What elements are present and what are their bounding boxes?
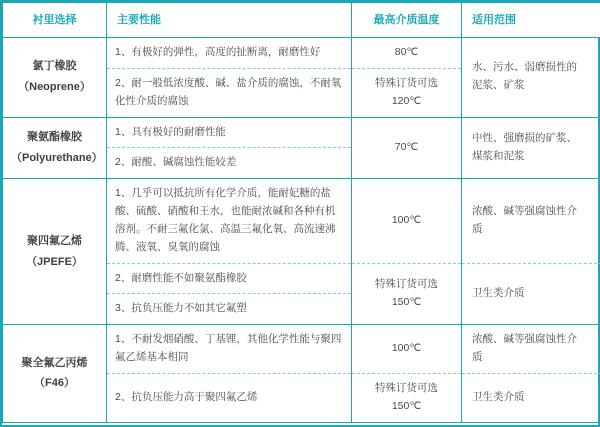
material-name-en: （Polyurethane） (11, 151, 103, 164)
temperature-cell (352, 373, 462, 422)
column-header-max-medium-temperature: 最高介质温度 (352, 3, 462, 38)
table-header (3, 3, 600, 38)
temperature-cell (352, 117, 462, 179)
property-cell: 2、抗负压能力高于聚四氟乙烯 (107, 373, 352, 422)
application-range-cell (462, 373, 600, 422)
application-range-cell (462, 38, 600, 118)
application-range-line1: 卫生类介质 (472, 287, 525, 300)
temperature-value: 100℃ (391, 342, 422, 355)
material-name-en: （F46） (34, 377, 75, 390)
material-name-en: （JPEFE） (26, 255, 83, 268)
temperature-value: 150℃ (391, 399, 422, 412)
application-range-line2: 质 (472, 351, 483, 364)
material-name-cn: 聚氨酯橡胶 (27, 130, 82, 143)
lining-selection-table (2, 2, 600, 423)
application-range-line1: 浓酸、碱等强腐蚀性介 (472, 205, 577, 218)
application-range-cell (462, 179, 600, 263)
table-row (3, 117, 600, 148)
material-cell-neoprene (3, 38, 107, 118)
application-range-cell (462, 263, 600, 325)
column-header-lining-selection: 衬里选择 (3, 3, 107, 38)
column-header-application-range: 适用范围 (462, 3, 600, 38)
table-header-row (3, 3, 600, 38)
application-range-line1: 水、污水、弱磨损性的 (472, 61, 577, 74)
application-range-cell (462, 117, 600, 179)
material-cell-fep (3, 325, 107, 422)
temperature-note: 特殊订货可选 (375, 76, 438, 89)
temperature-value: 80℃ (394, 46, 419, 58)
material-name-cn: 聚全氟乙丙烯 (21, 356, 88, 369)
table-body (3, 38, 600, 423)
temperature-cell (352, 263, 462, 325)
application-range-line1: 卫生类介质 (472, 390, 525, 403)
application-range-line1: 浓酸、碱等强腐蚀性介 (472, 333, 577, 346)
material-name-cn: 聚四氟乙烯 (27, 234, 82, 247)
material-name-en: （Neoprene） (18, 81, 91, 94)
temperature-value: 120℃ (391, 94, 422, 107)
temperature-value: 100℃ (391, 213, 422, 226)
application-range-line1: 中性、强磨损的矿浆、 (472, 132, 577, 145)
property-cell: 1、有极好的弹性，高度的扯断离，耐磨性好 (107, 38, 352, 69)
application-range-line2: 质 (472, 222, 483, 235)
property-cell: 3、抗负压能力不如其它氟塑 (107, 294, 352, 325)
table-row (3, 325, 600, 374)
property-cell: 2、耐磨性能不如聚氨酯橡胶 (107, 263, 352, 294)
temperature-cell (352, 68, 462, 117)
application-range-cell (462, 325, 600, 374)
property-cell: 1、几乎可以抵抗所有化学介质，能耐妃糖的盐酸、硫酸、硝酸和王水，也能耐浓碱和各种有机溶剂。不耐三氟化氯、高温三氟化氧、高流速沸腾、液氧、臭氧的腐蚀 (107, 179, 352, 263)
temperature-cell (352, 38, 462, 69)
temperature-value: 150℃ (391, 295, 422, 308)
temperature-cell (352, 325, 462, 374)
column-header-main-properties: 主要性能 (107, 3, 352, 38)
property-cell: 2、耐酸、碱腐蚀性能较差 (107, 148, 352, 179)
temperature-cell (352, 179, 462, 263)
material-cell-ptfe (3, 179, 107, 325)
table-row (3, 179, 600, 263)
property-cell: 1、不耐发烟硝酸、丁基锂，其他化学性能与聚四氟乙烯基本相同 (107, 325, 352, 374)
table-row (3, 38, 600, 69)
property-cell: 1、具有极好的耐磨性能 (107, 117, 352, 148)
application-range-line2: 煤浆和泥浆 (472, 149, 525, 162)
material-name-cn: 氯丁橡胶 (32, 60, 77, 73)
material-cell-polyurethane (3, 117, 107, 179)
temperature-value: 70℃ (394, 140, 419, 153)
application-range-line2: 泥浆、矿浆 (472, 79, 525, 92)
temperature-note: 特殊订货可选 (375, 381, 438, 394)
property-cell: 2、耐一般低浓度酸、碱、盐介质的腐蚀，不耐氧化性介质的腐蚀 (107, 68, 352, 117)
temperature-note: 特殊订货可选 (375, 278, 438, 291)
